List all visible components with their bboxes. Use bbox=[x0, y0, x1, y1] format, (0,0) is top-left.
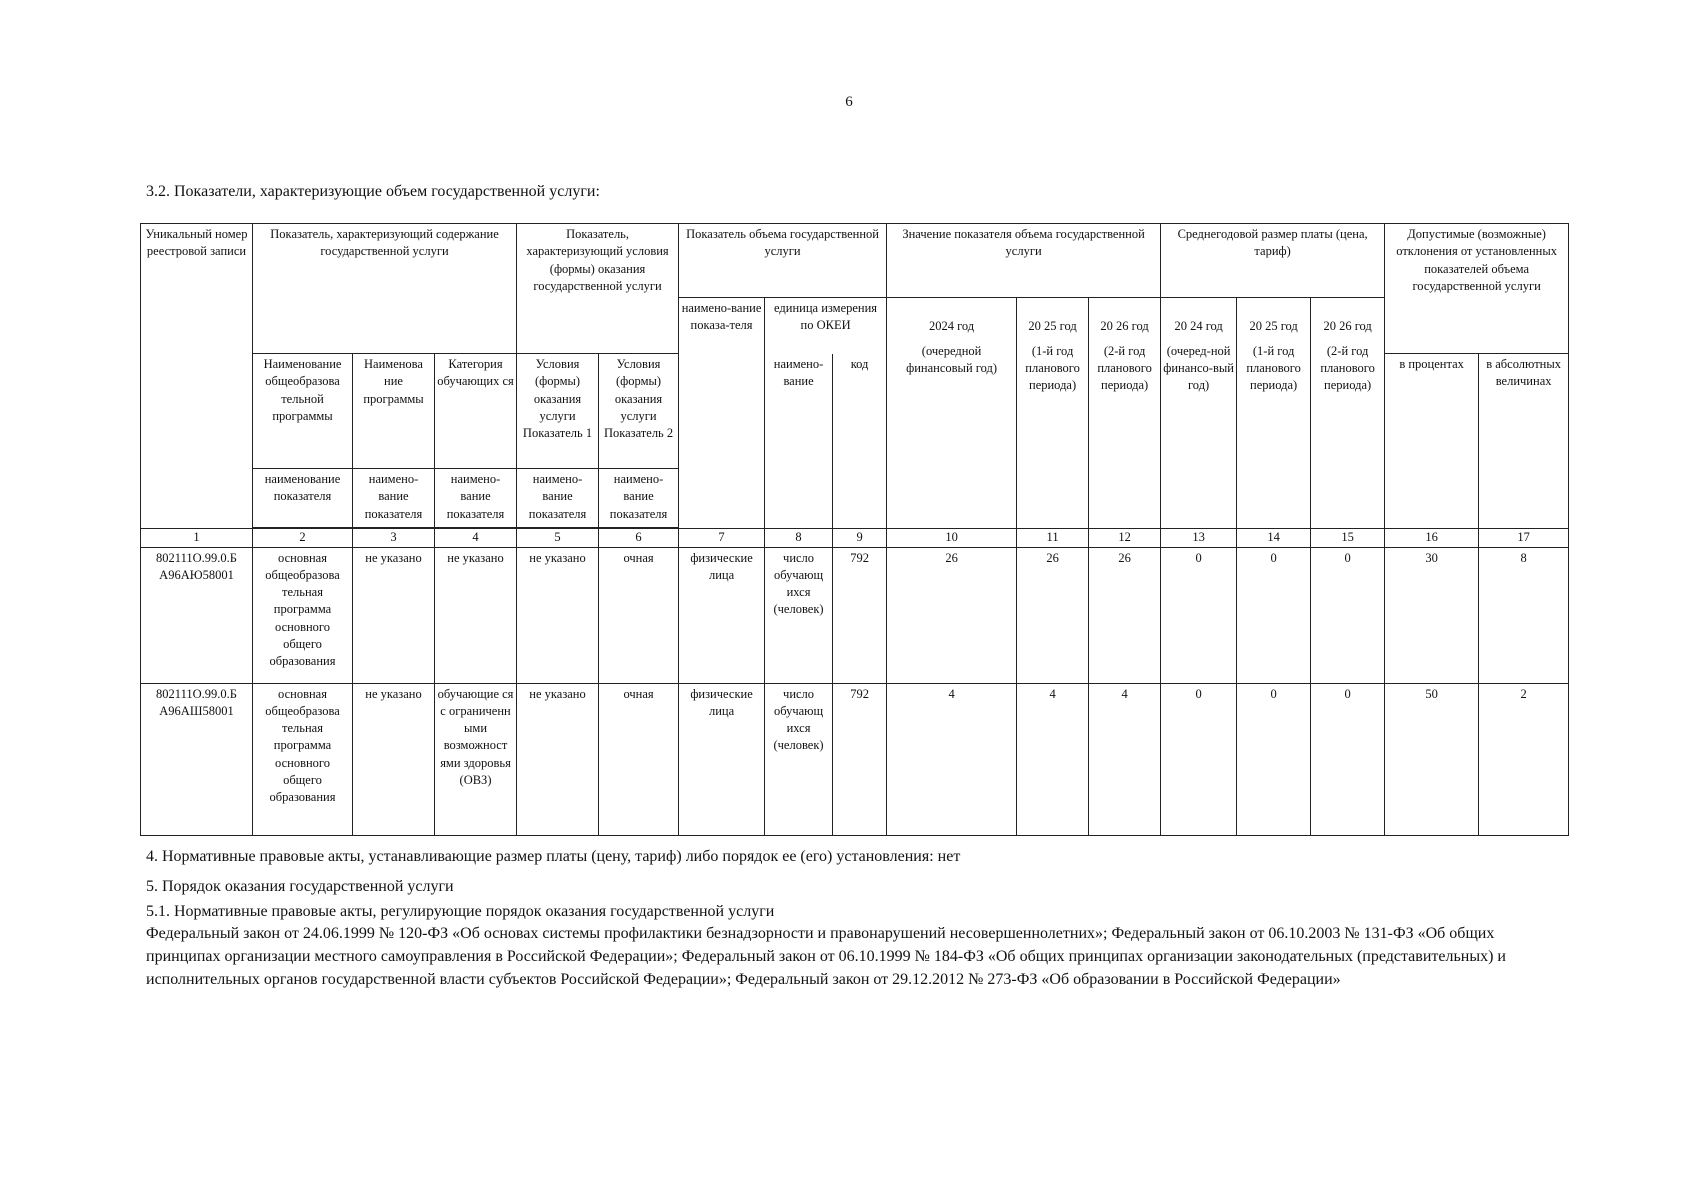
year-14-desc: (1-й год планового периода) bbox=[1246, 343, 1301, 393]
row-1-cond1: не указано bbox=[517, 547, 599, 683]
header-col-5-sub: наимено-вание показателя bbox=[517, 469, 599, 528]
header-col-2: Наименование общеобразова тельной программы bbox=[253, 354, 353, 469]
header-indicator-name: наимено-вание показа-теля bbox=[679, 297, 765, 529]
header-col-6-sub: наимено-вание показателя bbox=[599, 469, 679, 528]
year-11-desc: (1-й год планового периода) bbox=[1025, 343, 1080, 393]
header-year-15 bbox=[1311, 297, 1385, 529]
colnum-8: 8 bbox=[765, 529, 833, 548]
row-1-fee-2026: 0 bbox=[1311, 547, 1385, 683]
colnum-6: 6 bbox=[599, 529, 679, 548]
header-year-14 bbox=[1237, 297, 1311, 529]
colnum-17: 17 bbox=[1479, 529, 1569, 548]
header-unit-code: код bbox=[833, 354, 887, 529]
row-1-fee-2024: 0 bbox=[1161, 547, 1237, 683]
volume-indicators-table bbox=[140, 223, 1569, 836]
row-2-fee-2025: 0 bbox=[1237, 683, 1311, 835]
colnum-7: 7 bbox=[679, 529, 765, 548]
header-unit-name: наимено-вание bbox=[765, 354, 833, 529]
row-1-indicator: физические лица bbox=[679, 547, 765, 683]
row-1-program-name: не указано bbox=[353, 547, 435, 683]
row-2-deviation-absolute: 2 bbox=[1479, 683, 1569, 835]
year-12-label: 20 26 год bbox=[1100, 318, 1149, 333]
header-col-2-sub: наименование показателя bbox=[253, 469, 353, 528]
header-deviation-absolute: в абсолютных величинах bbox=[1479, 354, 1569, 529]
row-1-category: не указано bbox=[435, 547, 517, 683]
row-2-value-2025: 4 bbox=[1017, 683, 1089, 835]
header-year-12 bbox=[1089, 297, 1161, 529]
row-2-cond1: не указано bbox=[517, 683, 599, 835]
colnum-11: 11 bbox=[1017, 529, 1089, 548]
header-year-13 bbox=[1161, 297, 1237, 529]
row-1-deviation-absolute: 8 bbox=[1479, 547, 1569, 683]
table-row bbox=[141, 683, 1569, 835]
row-1-code: 792 bbox=[833, 547, 887, 683]
row-1-deviation-percent: 30 bbox=[1385, 547, 1479, 683]
header-year-10 bbox=[887, 297, 1017, 529]
row-2-id: 802111О.99.0.Б А96АШ58001 bbox=[141, 683, 253, 835]
federal-laws-list: Федеральный закон от 24.06.1999 № 120-ФЗ «Об основах системы профилактики безнадзорности и правонарушений несовершеннолетних»; Федеральный закон от 06.10.2003 № 131-ФЗ «Об общих принципах организации местного самоуправления в Российской Федерации»; Федеральный закон от 06.10.1999 № 184-ФЗ «Об общих принципах организации законодательных (представительных) и исполнительных органов государственной власти субъектов Российской Федерации»; Федеральный закон от 29.12.2012 № 273-ФЗ «Об образовании в Российской Федерации» bbox=[146, 925, 1506, 989]
colnum-13: 13 bbox=[1161, 529, 1237, 548]
row-2-program: основная общеобразова тельная программа основного общего образования bbox=[253, 683, 353, 835]
header-conditions-group: Показатель, характеризующий условия (формы) оказания государственной услуги bbox=[517, 224, 679, 354]
colnum-1: 1 bbox=[141, 529, 253, 548]
header-col-3-sub: наимено-вание показателя bbox=[353, 469, 435, 528]
service-order-acts-heading: 5.1. Нормативные правовые акты, регулирующие порядок оказания государственной услуги bbox=[146, 903, 775, 920]
row-1-value-2026: 26 bbox=[1089, 547, 1161, 683]
row-1-cond2: очная bbox=[599, 547, 679, 683]
row-2-cond2: очная bbox=[599, 683, 679, 835]
row-2-deviation-percent: 50 bbox=[1385, 683, 1479, 835]
header-content-group: Показатель, характеризующий содержание государственной услуги bbox=[253, 224, 517, 354]
row-1-program: основная общеобразова тельная программа основного общего образования bbox=[253, 547, 353, 683]
row-1-fee-2025: 0 bbox=[1237, 547, 1311, 683]
colnum-4: 4 bbox=[435, 529, 517, 548]
row-2-unit: число обучающ ихся (человек) bbox=[765, 683, 833, 835]
row-2-value-2024: 4 bbox=[887, 683, 1017, 835]
row-2-category: обучающие ся с ограниченн ыми возможност ями здоровья (ОВЗ) bbox=[435, 683, 517, 835]
header-volume-group: Показатель объема государственной услуги bbox=[679, 224, 887, 298]
year-13-desc: (очеред-ной финансо-вый год) bbox=[1163, 343, 1234, 393]
colnum-12: 12 bbox=[1089, 529, 1161, 548]
year-15-desc: (2-й год планового периода) bbox=[1320, 343, 1375, 393]
header-col-4-sub: наимено-вание показателя bbox=[435, 469, 517, 528]
year-13-label: 20 24 год bbox=[1174, 318, 1223, 333]
colnum-5: 5 bbox=[517, 529, 599, 548]
table-row bbox=[141, 547, 1569, 683]
row-1-id: 802111О.99.0.Б А96АЮ58001 bbox=[141, 547, 253, 683]
header-unique-number: Уникальный номер реестровой записи bbox=[141, 224, 253, 529]
header-deviation-group: Допустимые (возможные) отклонения от установленных показателей объема государственной услуги bbox=[1385, 224, 1569, 298]
colnum-9: 9 bbox=[833, 529, 887, 548]
header-col-6: Условия (формы) оказания услуги Показатель 2 bbox=[599, 354, 679, 469]
header-row-1 bbox=[141, 224, 1569, 298]
colnum-10: 10 bbox=[887, 529, 1017, 548]
column-numbers-row bbox=[141, 529, 1569, 548]
page-number: 6 bbox=[845, 94, 853, 110]
row-1-value-2025: 26 bbox=[1017, 547, 1089, 683]
row-2-code: 792 bbox=[833, 683, 887, 835]
header-value-group: Значение показателя объема государственной услуги bbox=[887, 224, 1161, 298]
fee-acts-statement: 4. Нормативные правовые акты, устанавливающие размер платы (цену, тариф) либо порядок ее (его) установления: нет bbox=[146, 848, 961, 865]
colnum-15: 15 bbox=[1311, 529, 1385, 548]
section-title: 3.2. Показатели, характеризующие объем государственной услуги: bbox=[146, 183, 600, 200]
year-11-label: 20 25 год bbox=[1028, 318, 1077, 333]
colnum-16: 16 bbox=[1385, 529, 1479, 548]
year-12-desc: (2-й год планового периода) bbox=[1097, 343, 1152, 393]
year-15-label: 20 26 год bbox=[1323, 318, 1372, 333]
colnum-3: 3 bbox=[353, 529, 435, 548]
header-col-3: Наименова ние программы bbox=[353, 354, 435, 469]
year-10-label: 2024 год bbox=[928, 318, 975, 333]
year-14-label: 20 25 год bbox=[1249, 318, 1298, 333]
row-2-indicator: физические лица bbox=[679, 683, 765, 835]
header-unit-group: единица измерения по ОКЕИ bbox=[765, 297, 887, 354]
row-2-program-name: не указано bbox=[353, 683, 435, 835]
header-deviation-continued bbox=[1385, 297, 1569, 354]
header-col-5: Условия (формы) оказания услуги Показатель 1 bbox=[517, 354, 599, 469]
row-1-unit: число обучающ ихся (человек) bbox=[765, 547, 833, 683]
row-2-fee-2024: 0 bbox=[1161, 683, 1237, 835]
colnum-2: 2 bbox=[253, 529, 353, 548]
row-2-value-2026: 4 bbox=[1089, 683, 1161, 835]
header-col-4: Категория обучающих ся bbox=[435, 354, 517, 469]
header-fee-group: Среднегодовой размер платы (цена, тариф) bbox=[1161, 224, 1385, 298]
colnum-14: 14 bbox=[1237, 529, 1311, 548]
header-deviation-percent: в процентах bbox=[1385, 354, 1479, 529]
header-year-11 bbox=[1017, 297, 1089, 529]
year-10-desc: (очередной финансовый год) bbox=[906, 343, 997, 375]
row-1-value-2024: 26 bbox=[887, 547, 1017, 683]
row-2-fee-2026: 0 bbox=[1311, 683, 1385, 835]
service-order-heading: 5. Порядок оказания государственной услуги bbox=[146, 878, 454, 895]
